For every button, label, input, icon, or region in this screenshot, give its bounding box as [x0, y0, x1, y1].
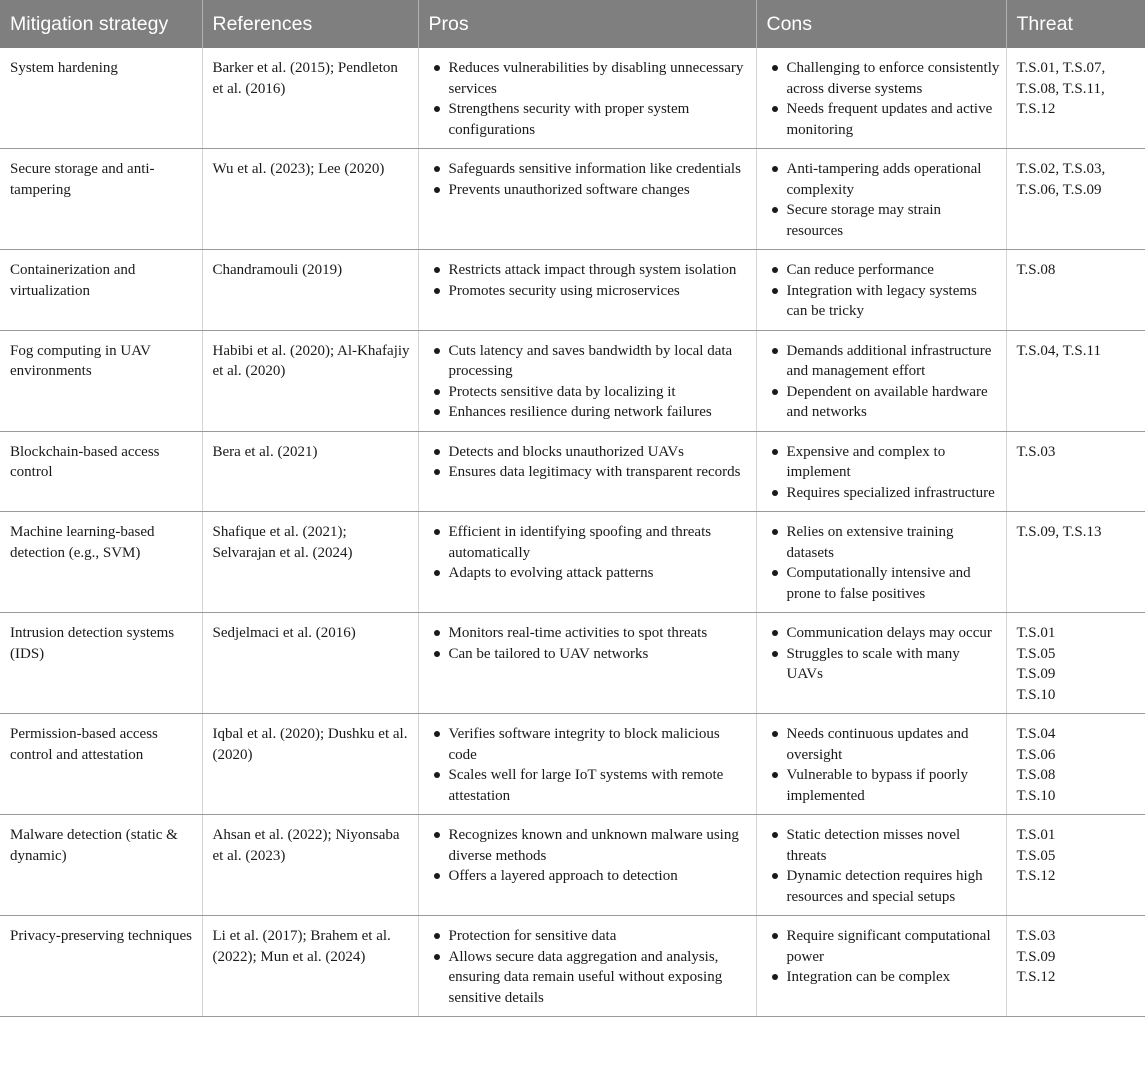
con-item: Dependent on available hardware and networks [767, 382, 1000, 423]
strategy-cell: Containerization and virtualization [0, 250, 202, 331]
con-item: Challenging to enforce consistently across diverse systems [767, 58, 1000, 99]
con-item: Anti-tampering adds operational complexity [767, 159, 1000, 200]
pro-item: Promotes security using microservices [429, 281, 750, 302]
cons-cell [756, 48, 1006, 149]
references-cell: Chandramouli (2019) [202, 250, 418, 331]
pros-cell [418, 916, 756, 1017]
references-cell: Li et al. (2017); Brahem et al. (2022); Mun et al. (2024) [202, 916, 418, 1017]
con-item: Integration can be complex [767, 967, 1000, 988]
pro-item: Recognizes known and unknown malware using diverse methods [429, 825, 750, 866]
pro-item: Protection for sensitive data [429, 926, 750, 947]
strategy-cell: Secure storage and anti-tampering [0, 149, 202, 250]
strategy-cell: Intrusion detection systems (IDS) [0, 613, 202, 714]
threat-id: T.S.04 [1016, 726, 1056, 742]
cons-cell [756, 815, 1006, 916]
pro-item: Safeguards sensitive information like credentials [429, 159, 750, 180]
pros-cell [418, 815, 756, 916]
con-item: Needs continuous updates and oversight [767, 724, 1000, 765]
strategy-cell: Malware detection (static & dynamic) [0, 815, 202, 916]
con-item: Demands additional infrastructure and management effort [767, 341, 1000, 382]
threat-cell: T.S.02, T.S.03, T.S.06, T.S.09 [1006, 149, 1145, 250]
pro-item: Adapts to evolving attack patterns [429, 563, 750, 584]
threat-id: T.S.05 [1016, 645, 1056, 662]
threat-cell [1006, 613, 1145, 714]
threat-id: T.S.01 [1016, 625, 1056, 641]
con-item: Communication delays may occur [767, 623, 1000, 644]
threat-cell [1006, 815, 1145, 916]
con-item: Vulnerable to bypass if poorly implemented [767, 765, 1000, 806]
references-cell: Iqbal et al. (2020); Dushku et al. (2020) [202, 714, 418, 815]
threat-id: T.S.09 [1016, 666, 1056, 682]
threat-id: T.S.08 [1016, 767, 1056, 783]
strategy-cell: Privacy-preserving techniques [0, 916, 202, 1017]
pro-item: Enhances resilience during network failures [429, 402, 750, 423]
table-row [0, 330, 1145, 431]
header-row [0, 0, 1145, 48]
strategy-cell: Machine learning-based detection (e.g., SVM) [0, 512, 202, 613]
pro-item: Monitors real-time activities to spot threats [429, 623, 750, 644]
cons-cell [756, 916, 1006, 1017]
table-row [0, 714, 1145, 815]
cons-cell [756, 149, 1006, 250]
references-cell: Bera et al. (2021) [202, 431, 418, 512]
threat-id: T.S.12 [1016, 868, 1056, 884]
references-cell: Ahsan et al. (2022); Niyonsaba et al. (2023) [202, 815, 418, 916]
pros-cell [418, 48, 756, 149]
pros-cell [418, 250, 756, 331]
threat-cell: T.S.04, T.S.11 [1006, 330, 1145, 431]
header-mitigation-strategy: Mitigation strategy [0, 0, 202, 48]
pro-item: Reduces vulnerabilities by disabling unnecessary services [429, 58, 750, 99]
threat-id: T.S.10 [1016, 787, 1056, 804]
con-item: Expensive and complex to implement [767, 442, 1000, 483]
references-cell: Sedjelmaci et al. (2016) [202, 613, 418, 714]
references-cell: Shafique et al. (2021); Selvarajan et al. (2024) [202, 512, 418, 613]
header-cons: Cons [756, 0, 1006, 48]
pro-item: Scales well for large IoT systems with remote attestation [429, 765, 750, 806]
pro-item: Strengthens security with proper system configurations [429, 99, 750, 140]
con-item: Needs frequent updates and active monitoring [767, 99, 1000, 140]
cons-cell [756, 714, 1006, 815]
references-cell: Habibi et al. (2020); Al-Khafajiy et al. (2020) [202, 330, 418, 431]
cons-cell [756, 613, 1006, 714]
con-item: Integration with legacy systems can be tricky [767, 281, 1000, 322]
con-item: Requires specialized infrastructure [767, 483, 1000, 504]
cons-cell [756, 512, 1006, 613]
threat-cell: T.S.08 [1006, 250, 1145, 331]
header-threat: Threat [1006, 0, 1145, 48]
table-row [0, 149, 1145, 250]
pro-item: Offers a layered approach to detection [429, 866, 750, 887]
threat-id: T.S.06 [1016, 746, 1056, 763]
table-row [0, 916, 1145, 1017]
pro-item: Ensures data legitimacy with transparent records [429, 462, 750, 483]
table-row [0, 613, 1145, 714]
pro-item: Restricts attack impact through system isolation [429, 260, 750, 281]
con-item: Dynamic detection requires high resources and special setups [767, 866, 1000, 907]
pro-item: Detects and blocks unauthorized UAVs [429, 442, 750, 463]
pros-cell [418, 512, 756, 613]
strategy-cell: Fog computing in UAV environments [0, 330, 202, 431]
con-item: Can reduce performance [767, 260, 1000, 281]
con-item: Static detection misses novel threats [767, 825, 1000, 866]
con-item: Computationally intensive and prone to false positives [767, 563, 1000, 604]
table-body [0, 48, 1145, 1017]
pros-cell [418, 714, 756, 815]
references-cell: Barker et al. (2015); Pendleton et al. (2016) [202, 48, 418, 149]
table-row [0, 250, 1145, 331]
pro-item: Prevents unauthorized software changes [429, 180, 750, 201]
pro-item: Protects sensitive data by localizing it [429, 382, 750, 403]
pro-item: Can be tailored to UAV networks [429, 644, 750, 665]
threat-cell [1006, 916, 1145, 1017]
table-row [0, 512, 1145, 613]
cons-cell [756, 431, 1006, 512]
con-item: Struggles to scale with many UAVs [767, 644, 1000, 685]
threat-cell: T.S.03 [1006, 431, 1145, 512]
threat-id: T.S.05 [1016, 847, 1056, 864]
con-item: Relies on extensive training datasets [767, 522, 1000, 563]
pro-item: Cuts latency and saves bandwidth by local data processing [429, 341, 750, 382]
header-references: References [202, 0, 418, 48]
strategy-cell: Permission-based access control and attestation [0, 714, 202, 815]
threat-cell: T.S.01, T.S.07, T.S.08, T.S.11, T.S.12 [1006, 48, 1145, 149]
threat-cell [1006, 714, 1145, 815]
con-item: Require significant computational power [767, 926, 1000, 967]
strategy-cell: System hardening [0, 48, 202, 149]
table-row [0, 431, 1145, 512]
threat-id: T.S.12 [1016, 969, 1056, 985]
references-cell: Wu et al. (2023); Lee (2020) [202, 149, 418, 250]
cons-cell [756, 250, 1006, 331]
pro-item: Verifies software integrity to block malicious code [429, 724, 750, 765]
threat-id: T.S.03 [1016, 928, 1056, 944]
pro-item: Allows secure data aggregation and analysis, ensuring data remain useful without exposing sensitive details [429, 947, 750, 1009]
con-item: Secure storage may strain resources [767, 200, 1000, 241]
pro-item: Efficient in identifying spoofing and threats automatically [429, 522, 750, 563]
strategy-cell: Blockchain-based access control [0, 431, 202, 512]
cons-cell [756, 330, 1006, 431]
pros-cell [418, 330, 756, 431]
threat-id: T.S.01 [1016, 827, 1056, 843]
threat-id: T.S.09 [1016, 948, 1056, 965]
pros-cell [418, 431, 756, 512]
header-pros: Pros [418, 0, 756, 48]
table-row [0, 815, 1145, 916]
table-row [0, 48, 1145, 149]
threat-cell: T.S.09, T.S.13 [1006, 512, 1145, 613]
pros-cell [418, 613, 756, 714]
threat-id: T.S.10 [1016, 686, 1056, 703]
pros-cell [418, 149, 756, 250]
